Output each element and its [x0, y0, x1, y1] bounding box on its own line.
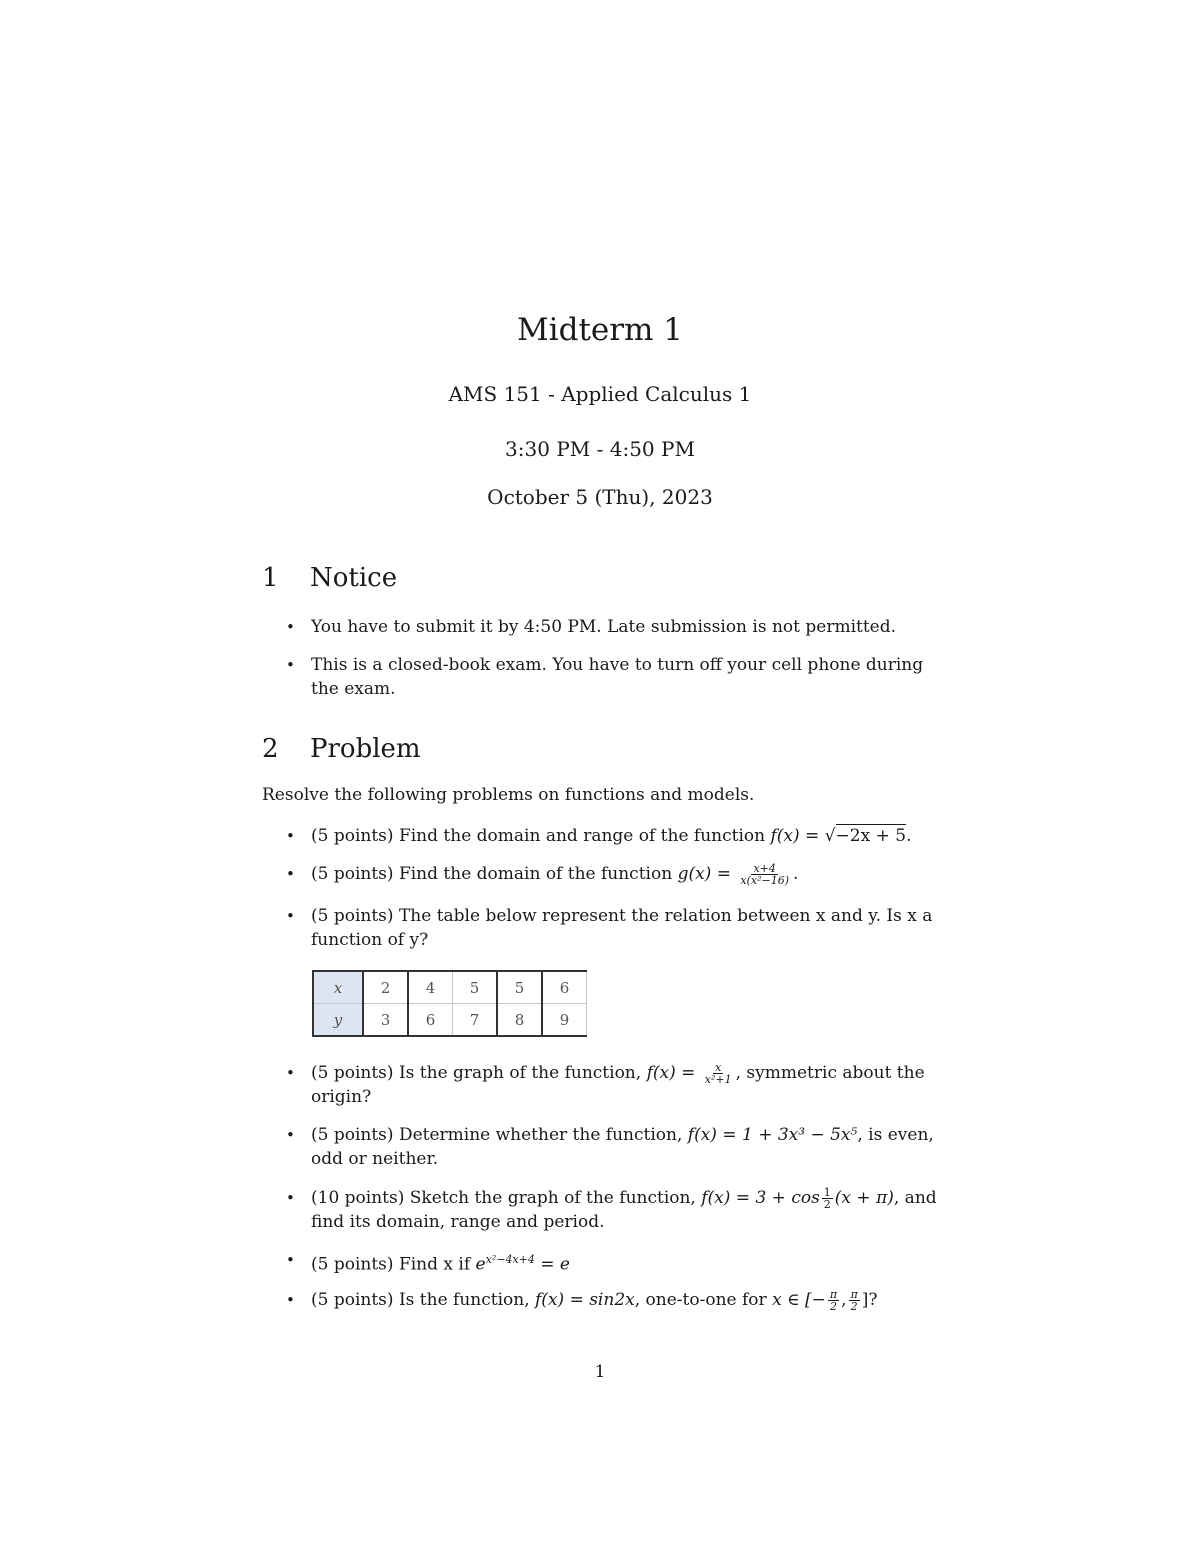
problem-text: (5 points) Is the function, [311, 1290, 530, 1310]
notice-item: • You have to submit it by 4:50 PM. Late submission is not permitted. [311, 615, 941, 639]
section-title: Notice [310, 563, 398, 593]
problem-item [311, 1186, 941, 1234]
problem-text-mid: , one-to-one for [634, 1290, 767, 1310]
fraction-denominator: x(x²−16) [740, 874, 789, 887]
document-title: Midterm 1 [516, 312, 684, 348]
table-cell: 7 [453, 1004, 498, 1037]
punctuation: . [793, 864, 799, 884]
fraction-denominator: 2 [850, 1300, 858, 1313]
fraction-numerator: 1 [823, 1186, 831, 1199]
table-row-header: y [313, 1004, 363, 1037]
math-lhs: f(x) = [770, 826, 820, 846]
problem-text: (5 points) Determine whether the function, [311, 1125, 683, 1145]
relation-table [312, 970, 587, 1037]
fraction-denominator: 2 [823, 1198, 831, 1211]
course-name: AMS 151 - Applied Calculus 1 [448, 382, 752, 406]
exam-date: October 5 (Thu), 2023 [487, 485, 713, 509]
problem-item [311, 862, 941, 886]
math-rhs: (x + π) [834, 1188, 894, 1208]
fraction-numerator: π [850, 1288, 858, 1301]
fraction-numerator: x+4 [753, 862, 776, 875]
table-row [313, 971, 587, 1004]
problem-item [311, 1123, 941, 1171]
fraction-numerator: π [829, 1288, 838, 1301]
table-cell: 5 [497, 971, 542, 1004]
problem-text: (5 points) Find the domain and range of the function [311, 826, 766, 846]
math-interval-start: x ∈ [− [772, 1290, 826, 1310]
math-rhs: = e [540, 1254, 570, 1275]
problem-text: (5 points) Find x if [311, 1254, 471, 1275]
math-separator: , [841, 1290, 847, 1310]
problem-item: • (5 points) The table below represent the relation between x and y. Is x a function of y? [311, 904, 941, 952]
problem-item [311, 824, 941, 848]
page-number: 1 [594, 1362, 606, 1382]
math-fraction [828, 1289, 839, 1312]
fraction-denominator: 2 [830, 1300, 838, 1313]
math-fraction [822, 1187, 833, 1210]
math-expression: f(x) = sin2x [535, 1290, 635, 1310]
problem-text: (5 points) Find the domain of the function [311, 864, 673, 884]
problem-item [311, 1061, 941, 1109]
fraction-numerator: x [715, 1061, 722, 1074]
problem-item [311, 1288, 941, 1312]
exam-time: 3:30 PM - 4:50 PM [505, 437, 695, 461]
math-lhs: f(x) = [646, 1063, 696, 1083]
punctuation: . [906, 826, 912, 846]
fraction-denominator: x²+1 [704, 1073, 732, 1086]
table-cell: 6 [408, 1004, 453, 1037]
table-cell: 3 [363, 1004, 408, 1037]
math-fraction [703, 1062, 734, 1085]
problem-text: (10 points) Sketch the graph of the function, [311, 1188, 696, 1208]
section-number: 1 [262, 563, 279, 593]
table-row-header: x [313, 971, 363, 1004]
math-lhs: g(x) = [677, 864, 731, 884]
problem-text-end: , and find its domain, range and period. [311, 1188, 937, 1232]
math-fraction [849, 1289, 860, 1312]
problem-item [311, 1248, 941, 1277]
problem-text-end: , is even, odd or neither. [311, 1125, 934, 1169]
problem-text-end: , symmetric about the origin? [311, 1063, 925, 1107]
problem-intro: Resolve the following problems on functions and models. [262, 785, 755, 805]
math-base: e [475, 1254, 486, 1275]
problem-text: (5 points) Is the graph of the function, [311, 1063, 642, 1083]
sqrt-symbol: √ [824, 826, 836, 846]
math-lhs: f(x) = 3 + cos [701, 1188, 820, 1208]
table-cell: 4 [408, 971, 453, 1004]
section-number: 2 [262, 734, 279, 764]
math-expression: f(x) = 1 + 3x³ − 5x⁵ [687, 1125, 858, 1145]
table-row [313, 1004, 587, 1037]
table-cell: 2 [363, 971, 408, 1004]
section-heading-problem [262, 734, 421, 764]
table-cell: 9 [542, 1004, 587, 1037]
table-cell: 6 [542, 971, 587, 1004]
math-fraction [738, 863, 791, 886]
table-cell: 5 [453, 971, 498, 1004]
section-heading-notice [262, 563, 397, 593]
problem-text-end: ]? [861, 1290, 878, 1310]
section-title: Problem [310, 734, 421, 764]
table-cell: 8 [497, 1004, 542, 1037]
notice-item: • This is a closed-book exam. You have to turn off your cell phone during the exam. [311, 653, 941, 701]
math-radicand: −2x + 5 [835, 826, 907, 846]
math-exponent: x²−4x+4 [485, 1253, 535, 1266]
